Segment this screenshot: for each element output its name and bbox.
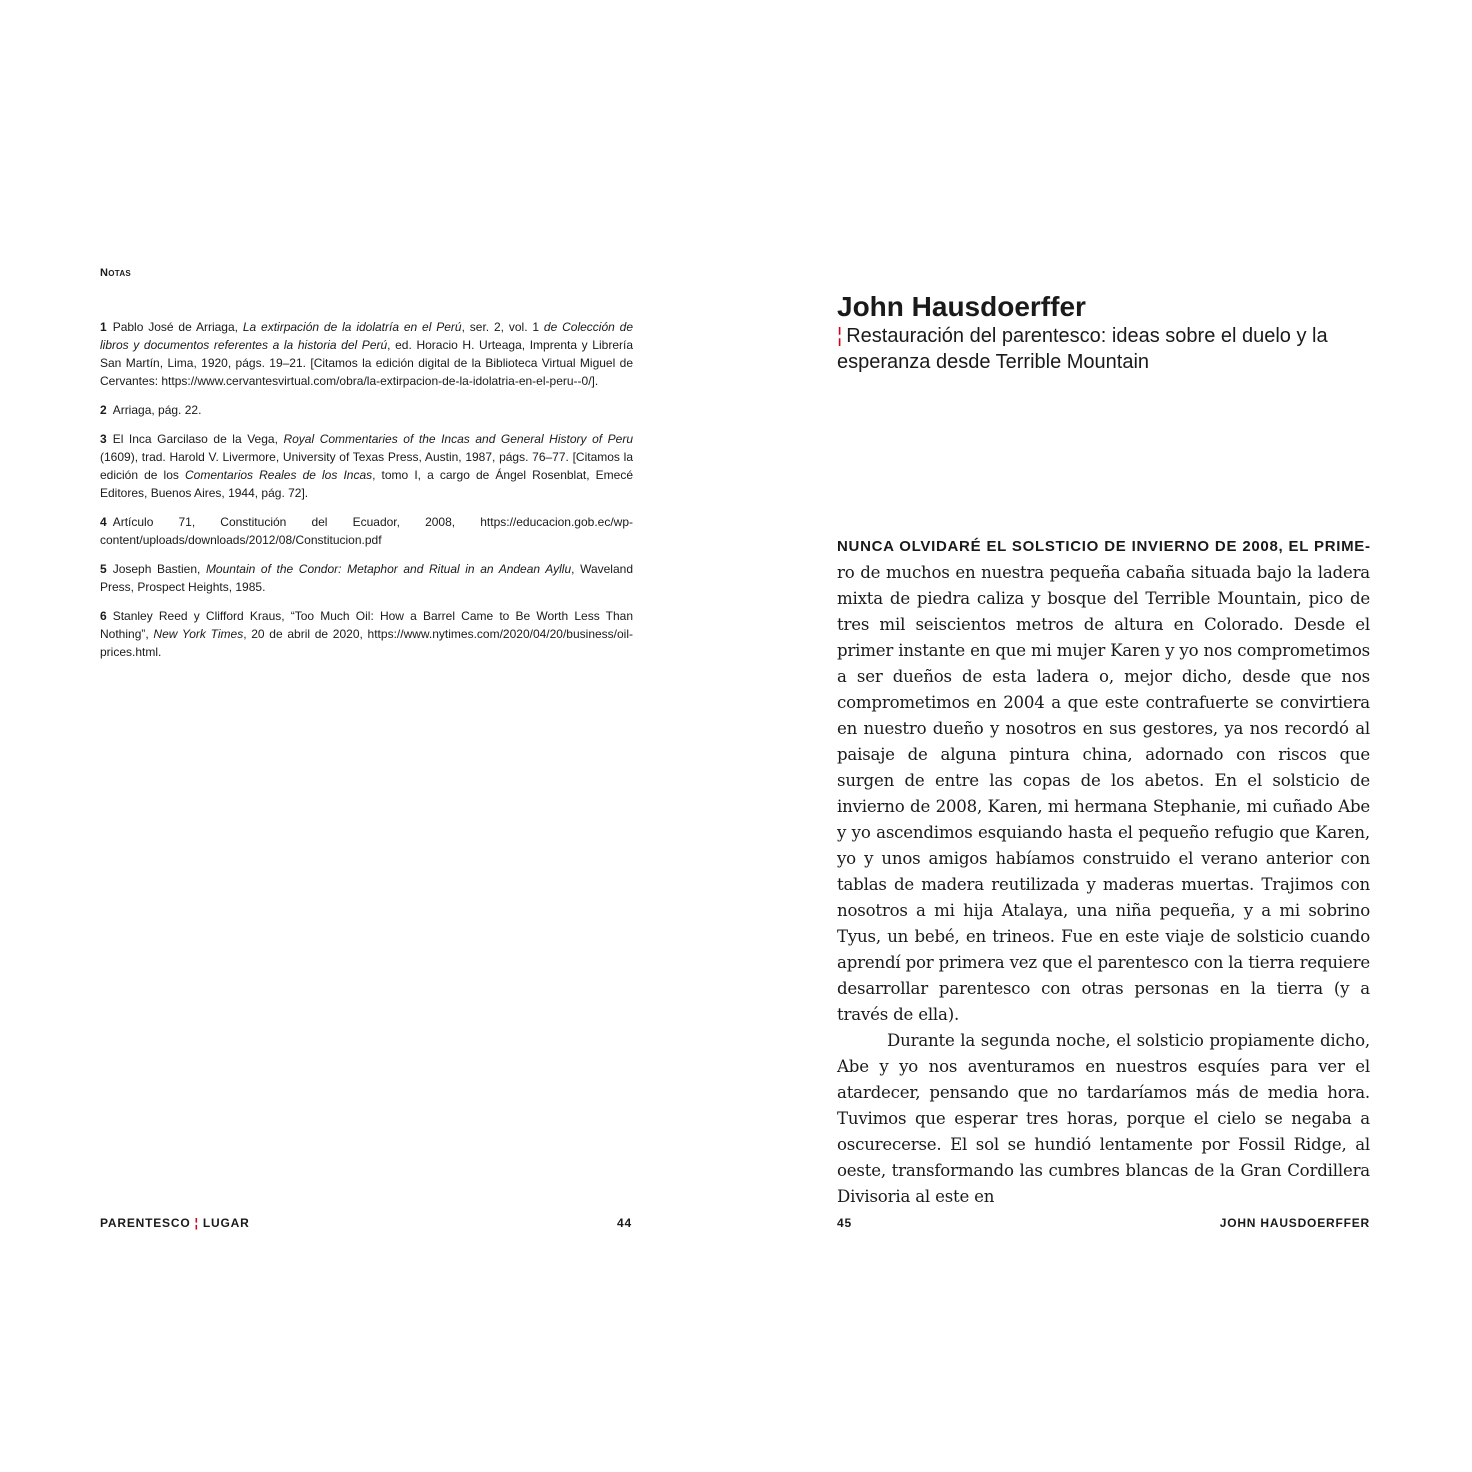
note-text: Artículo 71, Constitución del Ecuador, 2008, https://educacion.gob.ec/wp-content/uploads/downloads/2012/08/Constitucion.pdf <box>100 515 633 547</box>
note-text: de Colección de libros y documentos referentes a la historia del Perú <box>100 320 633 352</box>
note-item <box>100 607 633 661</box>
footer-section: PARENTESCO <box>100 1216 191 1230</box>
chapter-subtitle <box>837 323 1357 375</box>
note-number: 1 <box>100 320 107 334</box>
note-text: , ed. Horacio H. Urteaga, Imprenta y Librería San Martín, Lima, 1920, págs. 19–21. [Citamos la edición digital de la Biblioteca Virtual Miguel de Cervantes: https://www.cervantesvirtual.com/obra/la-extirpacion-de-la-idolatria-en-el-peru--0/]. <box>100 338 633 388</box>
note-text: El Inca Garcilaso de la Vega, <box>112 432 284 446</box>
page-number-right: 45 <box>837 1216 852 1230</box>
chapter-author: John Hausdoerffer <box>837 291 1086 322</box>
note-text: , Waveland Press, Prospect Heights, 1985. <box>100 562 633 594</box>
note-item <box>100 430 633 502</box>
page-number-left: 44 <box>617 1216 632 1230</box>
note-text: (1609), trad. Harold V. Livermore, University of Texas Press, Austin, 1987, págs. 76–77. [Citamos la edición de los <box>100 450 633 482</box>
note-text: Stanley Reed y Clifford Kraus, “Too Much Oil: How a Barrel Came to Be Worth Less Than Nothing”, <box>100 609 633 641</box>
footer-subsection: LUGAR <box>202 1216 250 1230</box>
note-text: , ser. 2, vol. 1 <box>461 320 544 334</box>
note-number: 6 <box>100 609 107 623</box>
chapter-subtitle-text: Restauración del parentesco: ideas sobre el duelo y la esperanza desde Terrible Mountain <box>837 325 1328 373</box>
note-number: 2 <box>100 403 107 417</box>
paragraph-1-text: ro de muchos en nuestra pequeña cabaña situada bajo la ladera mixta de piedra caliza y bosque del Terrible Mountain, pico de tres mil seiscientos metros de altura en Colorado. Desde el primer instante en que mi mujer Karen y yo nos comprometimos a ser dueños de esta ladera o, mejor dicho, desde que nos comprometimos en 2004 a que este contrafuerte se convirtiera en nuestro dueño y nosotros en sus gestores, ya nos recordó al paisaje de alguna pintura china, adornado con riscos que surgen de entre las copas de los abetos. En el solsticio de invierno de 2008, Karen, mi hermana Stephanie, mi cuñado Abe y yo ascendimos esquiando hasta el pequeño refugio que Karen, yo y unos amigos habíamos construido el verano anterior con tablas de madera reutilizada y maderas muertas. Trajimos con nosotros a mi hija Atalaya, una niña pequeña, y a mi sobrino Tyus, un bebé, en trineos. Fue en este viaje de solsticio cuando aprendí por primera vez que el parentesco con la tierra requiere desarrollar parentesco con otras personas en la tierra (y a través de ella). <box>837 563 1370 1024</box>
running-footer-right: JOHN HAUSDOERFFER <box>1219 1216 1370 1230</box>
note-text: New York Times <box>153 627 244 641</box>
note-text: Arriaga, pág. 22. <box>112 403 202 417</box>
note-text: , 20 de abril de 2020, https://www.nytimes.com/2020/04/20/business/oil-prices.html. <box>100 627 634 659</box>
note-item <box>100 513 633 549</box>
note-text: Pablo José de Arriaga, <box>112 320 243 334</box>
note-item <box>100 318 633 390</box>
chapter-body <box>837 533 1370 1210</box>
note-text: La extirpación de la idolatría en el Perú <box>242 320 462 334</box>
note-text: Comentarios Reales de los Incas <box>185 468 373 482</box>
note-text: Mountain of the Condor: Metaphor and Ritual in an Andean Ayllu <box>205 562 572 576</box>
body-paragraph-2: Durante la segunda noche, el solsticio propiamente dicho, Abe y yo nos aventuramos en nuestros esquíes para ver el atardecer, pensando que no tardaríamos más de media hora. Tuvimos que esperar tres horas, porque el cielo se negaba a oscurecerse. El sol se hundió lentamente por Fossil Ridge, al oeste, transformando las cumbres blancas de la Gran Cordillera Divisoria al este en <box>837 1031 1370 1206</box>
subtitle-mark: ¦ <box>837 325 843 347</box>
notes-heading: Notas <box>100 267 132 279</box>
note-number: 5 <box>100 562 107 576</box>
note-text: Royal Commentaries of the Incas and General History of Peru <box>283 432 633 446</box>
right-page <box>736 0 1472 1472</box>
notes-list <box>100 318 633 672</box>
body-paragraph-1 <box>837 533 1370 1028</box>
footer-separator: ¦ <box>194 1216 199 1230</box>
note-item <box>100 401 633 419</box>
note-item <box>100 560 633 596</box>
note-number: 3 <box>100 432 107 446</box>
note-text: Joseph Bastien, <box>112 562 206 576</box>
lead-in-text: NUNCA OLVIDARÉ EL SOLSTICIO DE INVIERNO DE 2008, EL PRIME <box>837 538 1370 555</box>
note-text: , tomo I, a cargo de Ángel Rosenblat, Emecé Editores, Buenos Aires, 1944, pág. 72]. <box>100 468 633 500</box>
note-number: 4 <box>100 515 107 529</box>
running-footer-left <box>100 1216 250 1230</box>
